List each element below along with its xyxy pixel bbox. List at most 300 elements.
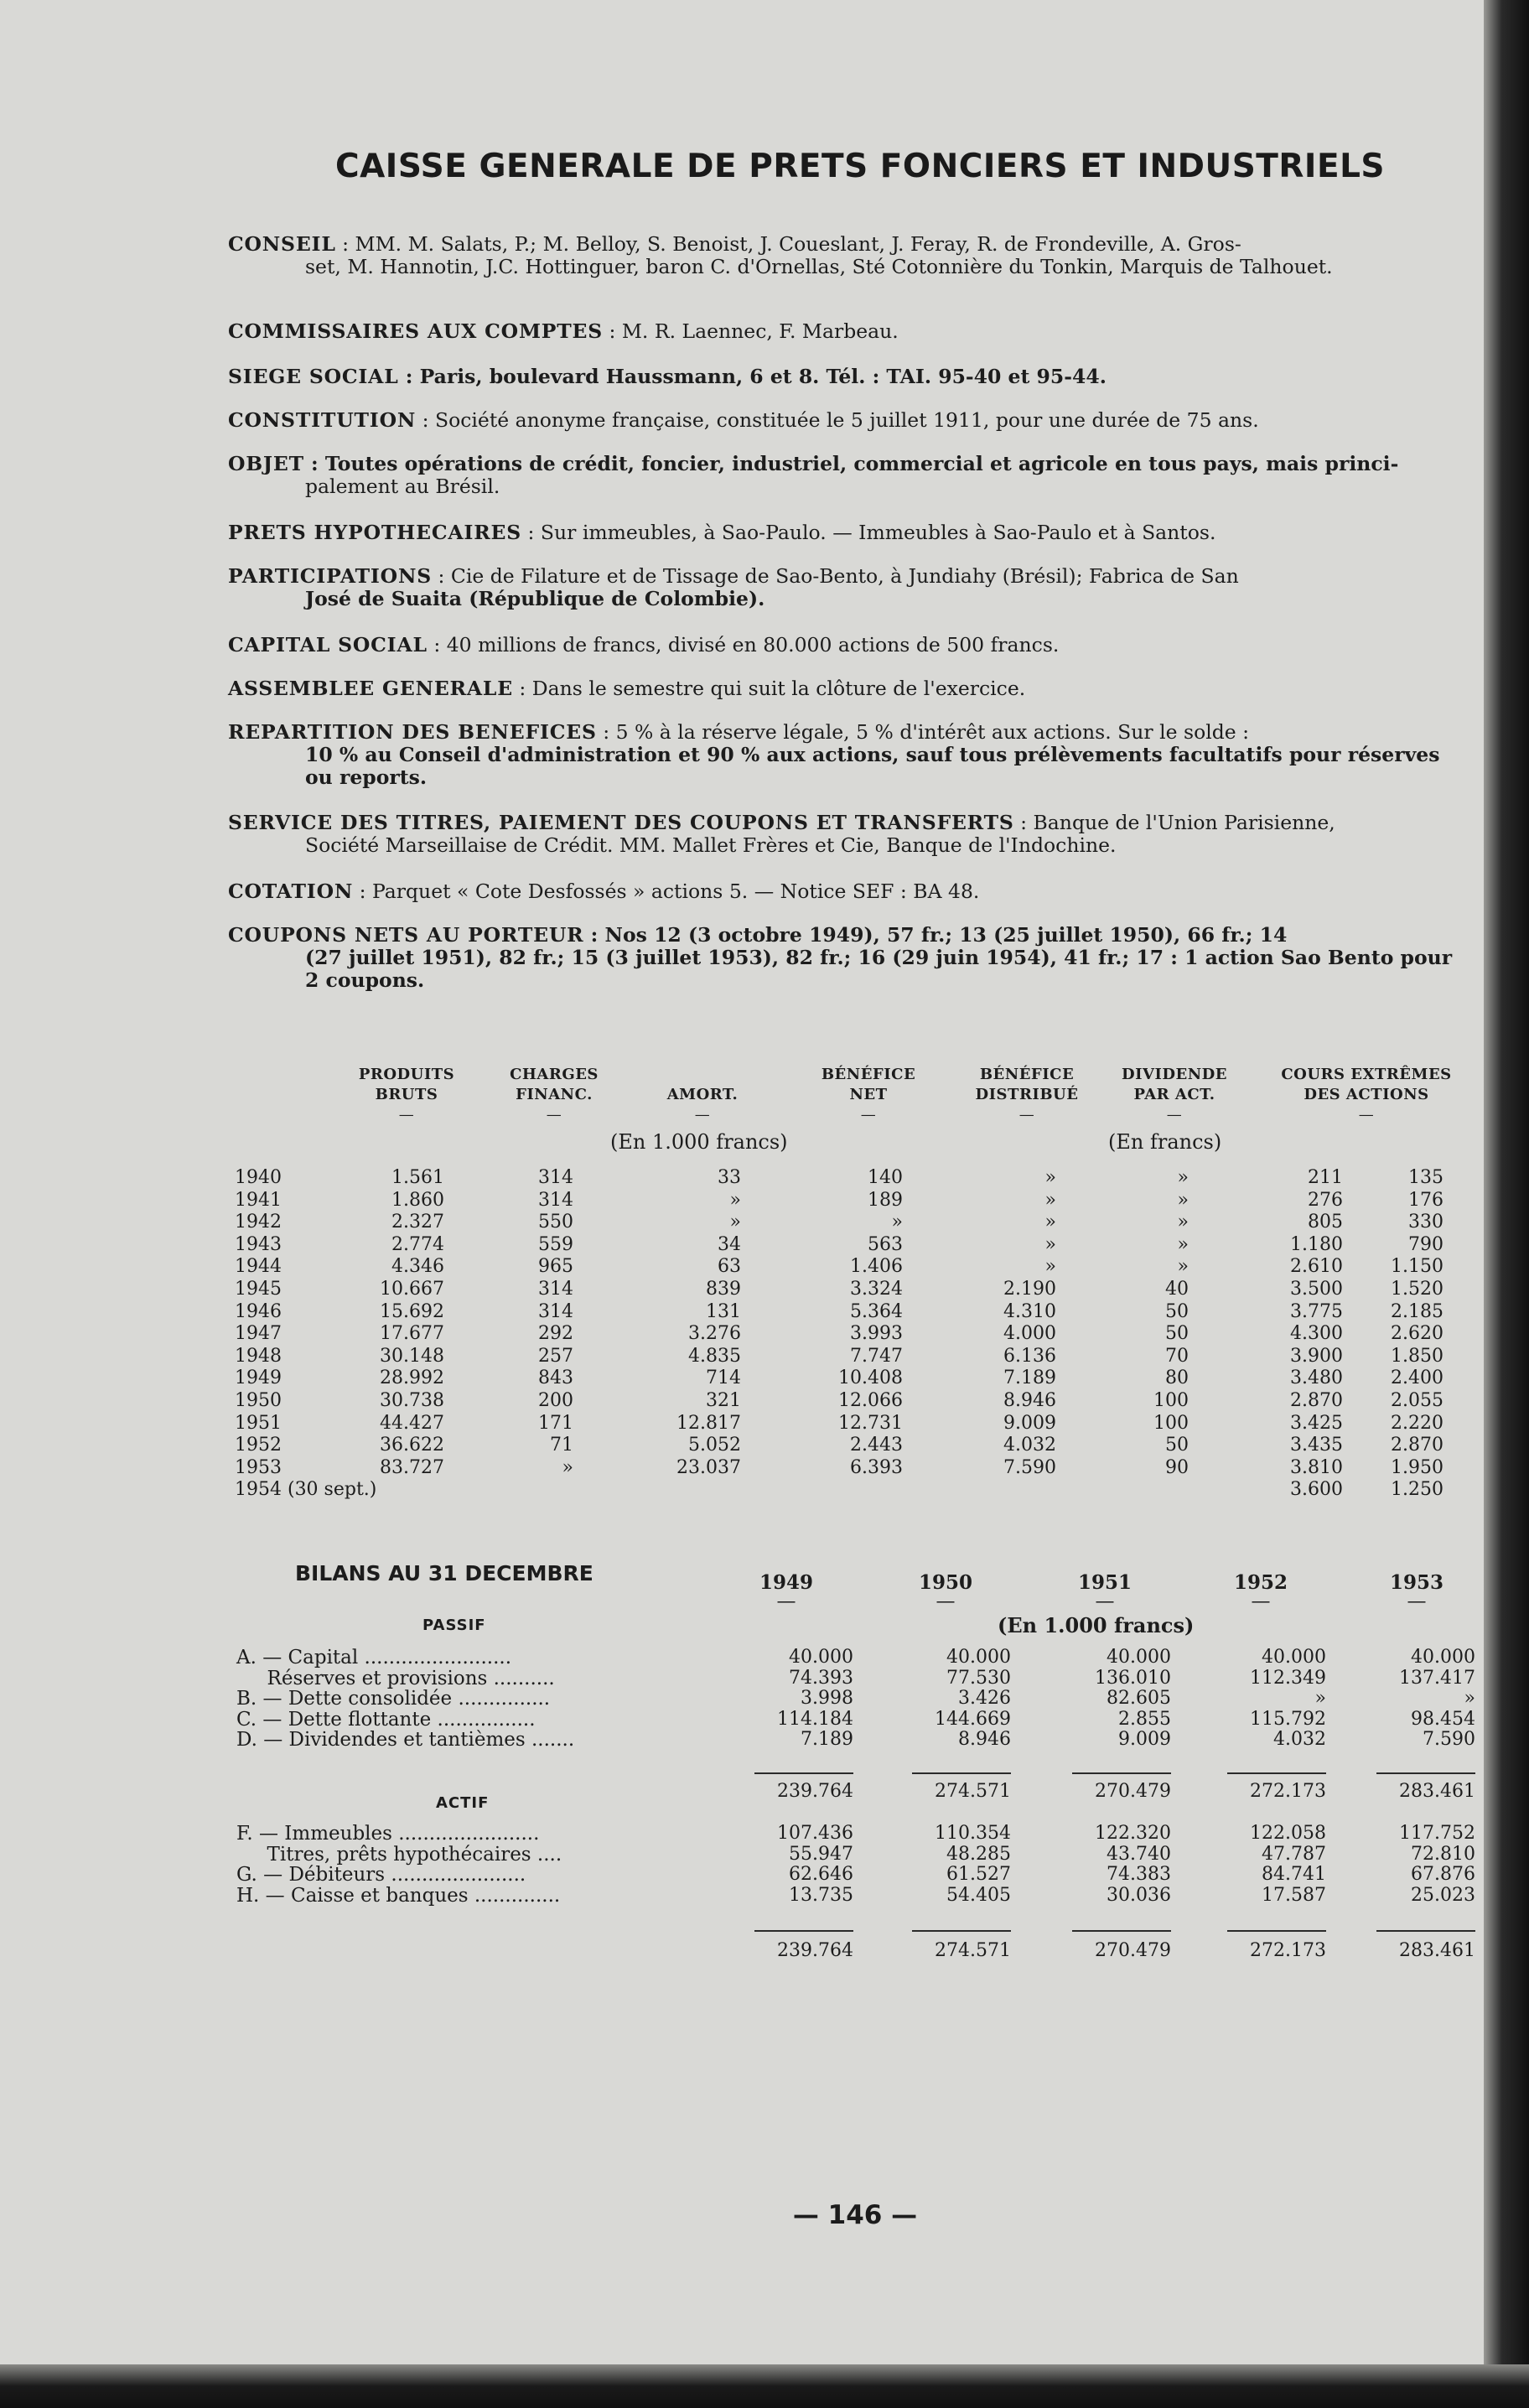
section-continuation: José de Suaita (République de Colombie).	[305, 587, 765, 610]
cell-distribue: 4.310	[1003, 1300, 1056, 1322]
cell-amort: 714	[706, 1367, 741, 1389]
cell-dividende: 50	[1165, 1300, 1189, 1322]
section-continuation: Société Marseillaise de Crédit. MM. Mallet Frères et Cie, Banque de l'Indochine.	[305, 833, 1117, 857]
row-year: 1946	[235, 1300, 282, 1322]
cell-amort: »	[729, 1212, 741, 1233]
row-year: 1951	[235, 1412, 282, 1434]
header-line: FINANC.	[516, 1086, 593, 1103]
cell-dividende: »	[1177, 1212, 1189, 1233]
section-label: CONSEIL	[228, 232, 336, 256]
section-conseil	[228, 233, 1469, 278]
cell-produits: 44.427	[380, 1412, 444, 1434]
passif-total-value: 270.479	[1095, 1781, 1171, 1802]
section-text: : Sur immeubles, à Sao-Paulo. — Immeubles à Sao-Paulo et à Santos.	[521, 521, 1216, 544]
cell-charges: 314	[538, 1279, 573, 1300]
passif-row-value: »	[1464, 1688, 1475, 1709]
header-line: COURS EXTRÊMES	[1281, 1066, 1452, 1083]
cell-produits: 36.622	[380, 1435, 444, 1456]
cell-bas: 790	[1408, 1233, 1443, 1255]
actif-row-value: 30.036	[1107, 1884, 1171, 1906]
row-year: 1947	[235, 1323, 282, 1345]
cell-produits: 4.346	[391, 1256, 444, 1278]
section-label: ASSEMBLEE GENERALE	[228, 677, 513, 700]
section-continuation: set, M. Hannotin, J.C. Hottinguer, baron C. d'Ornellas, Sté Cotonnière du Tonkin, Marquis de Talhouet.	[305, 255, 1333, 278]
section-cotation	[228, 880, 1469, 903]
passif-row-value: 2.855	[1118, 1708, 1171, 1730]
header-benefice-distribue	[964, 1065, 1090, 1125]
passif-row-value: 4.032	[1273, 1729, 1326, 1750]
passif-row-value: 137.417	[1399, 1667, 1475, 1689]
cell-produits: 17.677	[380, 1323, 444, 1345]
cell-bas: 1.950	[1391, 1456, 1443, 1478]
cell-dividende: 90	[1165, 1456, 1189, 1478]
header-benefice-net	[810, 1065, 927, 1125]
actif-row-value: 13.735	[789, 1884, 853, 1906]
row-year: 1941	[235, 1189, 282, 1211]
passif-row-value: 77.530	[946, 1667, 1011, 1689]
cell-distribue: 7.590	[1003, 1456, 1056, 1478]
cell-amort: 131	[706, 1300, 741, 1322]
passif-row-value: 98.454	[1411, 1708, 1475, 1730]
cell-charges: 314	[538, 1300, 573, 1322]
actif-row-value: 67.876	[1411, 1864, 1475, 1885]
cell-produits: 83.727	[380, 1456, 444, 1478]
cell-produits: 30.148	[380, 1345, 444, 1367]
section-text: : MM. M. Salats, P.; M. Belloy, S. Benoist, J. Coueslant, J. Feray, R. de Frondeville, A. Gros-	[335, 232, 1241, 256]
header-produits-bruts	[352, 1065, 461, 1125]
row-year: 1952	[235, 1435, 282, 1456]
actif-row-value: 74.383	[1107, 1864, 1171, 1885]
actif-row-value: 72.810	[1411, 1843, 1475, 1865]
cell-haut: 3.500	[1290, 1279, 1343, 1300]
passif-row-value: »	[1314, 1688, 1326, 1709]
actif-row-value: 61.527	[946, 1864, 1011, 1885]
cell-dividende: »	[1177, 1233, 1189, 1255]
cell-net: »	[891, 1212, 903, 1233]
cell-charges: »	[562, 1456, 573, 1478]
year-dash: —	[776, 1591, 796, 1612]
passif-row-value: 40.000	[946, 1647, 1011, 1668]
section-label: OBJET	[228, 452, 304, 475]
cell-bas: 2.220	[1391, 1412, 1443, 1434]
cell-charges: 843	[538, 1367, 573, 1389]
cell-dividende: 100	[1153, 1412, 1189, 1434]
actif-row-value: 62.646	[789, 1864, 853, 1885]
section-label: CONSTITUTION	[228, 408, 417, 432]
header-line: BÉNÉFICE	[979, 1066, 1075, 1083]
cell-haut: 3.425	[1290, 1412, 1343, 1434]
passif-row-value: 8.946	[958, 1729, 1011, 1750]
header-dash: —	[860, 1106, 877, 1124]
cell-charges: 71	[550, 1435, 573, 1456]
section-continuation: (27 juillet 1951), 82 fr.; 15 (3 juillet 1953), 82 fr.; 16 (29 juin 1954), 41 fr.; 17 : 1 action Sao Bento pour 2 coupons.	[305, 946, 1453, 992]
cell-haut: 3.810	[1290, 1456, 1343, 1478]
year-label: 1952	[1233, 1571, 1288, 1594]
cell-net: 7.747	[850, 1345, 903, 1367]
passif-total-value: 272.173	[1250, 1781, 1326, 1802]
year-label: 1953	[1389, 1571, 1443, 1594]
cell-dividende: 50	[1165, 1435, 1189, 1456]
page-title: CAISSE GENERALE DE PRETS FONCIERS ET INDUSTRIELS	[335, 148, 1386, 185]
cell-dividende: 80	[1165, 1367, 1189, 1389]
cell-dividende: 70	[1165, 1345, 1189, 1367]
cell-amort: 4.835	[688, 1345, 741, 1367]
actif-row-value: 107.436	[777, 1823, 853, 1844]
year-dash: —	[1095, 1591, 1115, 1612]
cell-bas: 1.850	[1391, 1345, 1443, 1367]
actif-row-value: 110.354	[935, 1823, 1011, 1844]
actif-row-label: F. — Immeubles .......................	[236, 1823, 540, 1845]
cell-charges: 171	[538, 1412, 573, 1434]
actif-row-value: 122.058	[1250, 1823, 1326, 1844]
header-line: DISTRIBUÉ	[975, 1086, 1079, 1103]
bilans-year-1952	[1227, 1571, 1294, 1612]
section-text: : Banque de l'Union Parisienne,	[1013, 811, 1335, 834]
cell-net: 10.408	[838, 1367, 903, 1389]
cell-net: 563	[868, 1233, 903, 1255]
passif-row-value: 74.393	[789, 1667, 853, 1689]
section-label: COTATION	[228, 880, 354, 903]
header-dash: —	[1166, 1106, 1183, 1124]
page-bottom-shadow	[0, 2364, 1529, 2408]
actif-row-value: 17.587	[1262, 1884, 1326, 1906]
cell-produits: 2.774	[391, 1233, 444, 1255]
section-text: : Société anonyme française, constituée le 5 juillet 1911, pour une durée de 75 ans.	[416, 408, 1259, 432]
bilans-title: BILANS AU 31 DECEMBRE	[295, 1561, 593, 1585]
cell-bas: 2.400	[1391, 1367, 1443, 1389]
cell-bas: 176	[1408, 1189, 1443, 1211]
cell-haut: 3.775	[1290, 1300, 1343, 1322]
section-text: : Toutes opérations de crédit, foncier, industriel, commercial et agricole en tous pays, mais princi-	[303, 452, 1399, 475]
passif-row-value: 144.669	[935, 1708, 1011, 1730]
section-text: : Parquet « Cote Desfossés » actions 5. — Notice SEF : BA 48.	[353, 880, 980, 903]
cell-charges: 257	[538, 1345, 573, 1367]
section-text: : Nos 12 (3 octobre 1949), 57 fr.; 13 (25 juillet 1950), 66 fr.; 14	[583, 923, 1288, 947]
cell-net: 5.364	[850, 1300, 903, 1322]
cell-haut: 1.180	[1290, 1233, 1343, 1255]
total-rule	[1227, 1930, 1326, 1932]
cell-dividende: 40	[1165, 1279, 1189, 1300]
cell-net: 3.324	[850, 1279, 903, 1300]
header-line: BRUTS	[375, 1086, 438, 1103]
passif-total-value: 283.461	[1399, 1781, 1475, 1802]
year-dash: —	[936, 1591, 956, 1612]
cell-amort: »	[729, 1189, 741, 1211]
header-dash: —	[398, 1106, 415, 1124]
year-dash: —	[1407, 1591, 1427, 1612]
cell-net: 3.993	[850, 1323, 903, 1345]
section-text: : Paris, boulevard Haussmann, 6 et 8. Tél. : TAI. 95-40 et 95-44.	[398, 365, 1107, 388]
header-line: BÉNÉFICE	[821, 1066, 916, 1083]
header-line: DIVIDENDE	[1121, 1066, 1228, 1083]
cell-charges: 314	[538, 1167, 573, 1188]
cell-distribue: 6.136	[1003, 1345, 1056, 1367]
cell-net: 140	[868, 1167, 903, 1188]
header-dash: —	[1018, 1106, 1035, 1124]
passif-total-value: 239.764	[777, 1781, 853, 1802]
section-capital	[228, 634, 1469, 656]
actif-row-value: 122.320	[1095, 1823, 1171, 1844]
total-rule	[912, 1772, 1011, 1774]
cell-amort: 33	[718, 1167, 741, 1188]
cell-dividende: »	[1177, 1256, 1189, 1278]
cell-net: 12.731	[838, 1412, 903, 1434]
cell-net: 12.066	[838, 1390, 903, 1411]
cell-dividende: 100	[1153, 1390, 1189, 1411]
cell-haut: 276	[1308, 1189, 1343, 1211]
row-year: 1943	[235, 1233, 282, 1255]
passif-row-value: 40.000	[1262, 1647, 1326, 1668]
header-dash: —	[546, 1106, 562, 1124]
cell-haut: 3.435	[1290, 1435, 1343, 1456]
cell-distribue: »	[1044, 1256, 1056, 1278]
cell-distribue: »	[1044, 1233, 1056, 1255]
total-rule	[754, 1772, 853, 1774]
section-repartition	[228, 721, 1469, 789]
cell-amort: 321	[706, 1390, 741, 1411]
cell-charges: 550	[538, 1212, 573, 1233]
passif-row-value: 115.792	[1250, 1708, 1326, 1730]
bilans-year-1951	[1071, 1571, 1138, 1612]
cell-produits: 1.860	[391, 1189, 444, 1211]
cell-bas: 1.250	[1391, 1479, 1443, 1501]
cell-produits: 15.692	[380, 1300, 444, 1322]
section-label: COUPONS NETS AU PORTEUR	[228, 923, 584, 947]
unit-label-thousand-francs: (En 1.000 francs)	[610, 1130, 788, 1154]
row-year: 1944	[235, 1256, 282, 1278]
cell-amort: 12.817	[676, 1412, 741, 1434]
page-edge-shadow	[1484, 0, 1529, 2408]
cell-distribue: »	[1044, 1212, 1056, 1233]
passif-row-value: 136.010	[1095, 1667, 1171, 1689]
header-line: DES ACTIONS	[1304, 1086, 1429, 1103]
total-rule	[1072, 1930, 1171, 1932]
cell-haut: 211	[1308, 1167, 1343, 1188]
row-year: 1948	[235, 1345, 282, 1367]
cell-dividende: »	[1177, 1167, 1189, 1188]
actif-row-value: 55.947	[789, 1843, 853, 1865]
section-continuation: 10 % au Conseil d'administration et 90 % aux actions, sauf tous prélèvements facultatifs pour réserves ou reports.	[305, 743, 1440, 789]
row-year: 1942	[235, 1212, 282, 1233]
section-label: PRETS HYPOTHECAIRES	[228, 521, 522, 544]
cell-bas: 2.870	[1391, 1435, 1443, 1456]
header-line: AMORT.	[666, 1086, 739, 1103]
total-rule	[754, 1930, 853, 1932]
section-objet	[228, 453, 1469, 498]
cell-distribue: 4.000	[1003, 1323, 1056, 1345]
actif-total-value: 239.764	[777, 1940, 853, 1961]
cell-bas: 2.185	[1391, 1300, 1443, 1322]
passif-row-value: 7.590	[1423, 1729, 1475, 1750]
section-commissaires	[228, 320, 1469, 343]
cell-distribue: »	[1044, 1189, 1056, 1211]
passif-row-label: D. — Dividendes et tantièmes .......	[236, 1729, 575, 1751]
section-continuation: palement au Brésil.	[305, 475, 500, 498]
cell-bas: 330	[1408, 1212, 1443, 1233]
header-dash: —	[1358, 1106, 1375, 1124]
header-line: PAR ACT.	[1133, 1086, 1215, 1103]
cell-amort: 23.037	[676, 1456, 741, 1478]
total-rule	[1376, 1930, 1475, 1932]
passif-row-label: A. — Capital ........................	[236, 1647, 512, 1668]
passif-row-value: 7.189	[801, 1729, 853, 1750]
bilans-year-1950	[912, 1571, 979, 1612]
section-constitution	[228, 409, 1469, 432]
row-year: 1954 (30 sept.)	[235, 1479, 377, 1501]
header-cours-extremes	[1266, 1065, 1467, 1125]
passif-row-label: Réserves et provisions ..........	[236, 1667, 555, 1689]
section-label: CAPITAL SOCIAL	[228, 633, 428, 656]
total-rule	[1072, 1772, 1171, 1774]
actif-row-value: 48.285	[946, 1843, 1011, 1865]
actif-row-value: 47.787	[1262, 1843, 1326, 1865]
bilans-unit-label: (En 1.000 francs)	[998, 1613, 1195, 1637]
passif-row-label: B. — Dette consolidée ...............	[236, 1688, 551, 1710]
cell-net: 2.443	[850, 1435, 903, 1456]
year-label: 1950	[918, 1571, 972, 1594]
cell-charges: 314	[538, 1189, 573, 1211]
cell-distribue: 7.189	[1003, 1367, 1056, 1389]
cell-haut: 3.480	[1290, 1367, 1343, 1389]
actif-row-value: 84.741	[1262, 1864, 1326, 1885]
section-coupons	[228, 924, 1469, 992]
section-label: SIEGE SOCIAL	[228, 365, 399, 388]
passif-row-value: 82.605	[1107, 1688, 1171, 1709]
row-year: 1949	[235, 1367, 282, 1389]
cell-bas: 1.150	[1391, 1256, 1443, 1278]
total-rule	[912, 1930, 1011, 1932]
section-participations	[228, 565, 1469, 610]
cell-haut: 2.610	[1290, 1256, 1343, 1278]
cell-produits: 10.667	[380, 1279, 444, 1300]
cell-haut: 4.300	[1290, 1323, 1343, 1345]
cell-charges: 965	[538, 1256, 573, 1278]
cell-amort: 5.052	[688, 1435, 741, 1456]
section-assemblee	[228, 677, 1469, 700]
section-label: PARTICIPATIONS	[228, 564, 432, 588]
header-line: PRODUITS	[358, 1066, 455, 1083]
cell-amort: 63	[718, 1256, 741, 1278]
passif-row-label: C. — Dette flottante ................	[236, 1708, 536, 1731]
header-line: CHARGES	[510, 1066, 599, 1083]
bilans-year-1953	[1383, 1571, 1450, 1612]
cell-distribue: 8.946	[1003, 1390, 1056, 1411]
section-text: : 5 % à la réserve légale, 5 % d'intérêt aux actions. Sur le solde :	[596, 720, 1250, 744]
header-charges-financ	[500, 1065, 609, 1125]
row-year: 1940	[235, 1167, 282, 1188]
row-year: 1945	[235, 1279, 282, 1300]
cell-distribue: »	[1044, 1167, 1056, 1188]
section-text: : M. R. Laennec, F. Marbeau.	[603, 319, 899, 343]
row-year: 1953	[235, 1456, 282, 1478]
section-text: : Dans le semestre qui suit la clôture de l'exercice.	[512, 677, 1026, 700]
cell-amort: 34	[718, 1233, 741, 1255]
page-number: — 146 —	[792, 2200, 918, 2230]
actif-row-label: Titres, prêts hypothécaires ....	[236, 1843, 562, 1866]
actif-total-value: 274.571	[935, 1940, 1011, 1961]
cell-net: 189	[868, 1189, 903, 1211]
header-dash: —	[694, 1106, 711, 1124]
cell-produits: 28.992	[380, 1367, 444, 1389]
actif-total-value: 283.461	[1399, 1940, 1475, 1961]
passif-row-value: 3.998	[801, 1688, 853, 1709]
section-service	[228, 812, 1469, 857]
bilans-year-1949	[753, 1571, 820, 1612]
cell-produits: 1.561	[391, 1167, 444, 1188]
section-prets	[228, 522, 1469, 544]
actif-row-value: 117.752	[1399, 1823, 1475, 1844]
passif-total-value: 274.571	[935, 1781, 1011, 1802]
cell-bas: 135	[1408, 1167, 1443, 1188]
actif-total-value: 272.173	[1250, 1940, 1326, 1961]
passif-row-value: 40.000	[789, 1647, 853, 1668]
header-amort	[652, 1085, 753, 1125]
actif-row-value: 54.405	[946, 1884, 1011, 1906]
cell-produits: 2.327	[391, 1212, 444, 1233]
cell-bas: 1.520	[1391, 1279, 1443, 1300]
actif-row-value: 43.740	[1107, 1843, 1171, 1865]
cell-distribue: 9.009	[1003, 1412, 1056, 1434]
section-text: : Cie de Filature et de Tissage de Sao-Bento, à Jundiahy (Brésil); Fabrica de San	[432, 564, 1239, 588]
passif-row-value: 40.000	[1107, 1647, 1171, 1668]
cell-dividende: 50	[1165, 1323, 1189, 1345]
actif-row-value: 25.023	[1411, 1884, 1475, 1906]
cell-bas: 2.620	[1391, 1323, 1443, 1345]
actif-total-value: 270.479	[1095, 1940, 1171, 1961]
row-year: 1950	[235, 1390, 282, 1411]
cell-net: 1.406	[850, 1256, 903, 1278]
unit-label-francs: (En francs)	[1108, 1130, 1222, 1154]
cell-distribue: 2.190	[1003, 1279, 1056, 1300]
passif-row-value: 114.184	[777, 1708, 853, 1730]
cell-produits: 30.738	[380, 1390, 444, 1411]
cell-haut: 3.600	[1290, 1479, 1343, 1501]
header-dividende	[1112, 1065, 1237, 1125]
cell-amort: 3.276	[688, 1323, 741, 1345]
cell-charges: 292	[538, 1323, 573, 1345]
passif-row-value: 40.000	[1411, 1647, 1475, 1668]
section-label: COMMISSAIRES AUX COMPTES	[228, 319, 604, 343]
total-rule	[1227, 1772, 1326, 1774]
cell-dividende: »	[1177, 1189, 1189, 1211]
passif-row-value: 112.349	[1250, 1667, 1326, 1689]
cell-bas: 2.055	[1391, 1390, 1443, 1411]
header-line: NET	[849, 1086, 888, 1103]
passif-label: PASSIF	[422, 1617, 486, 1634]
cell-charges: 559	[538, 1233, 573, 1255]
cell-haut: 3.900	[1290, 1345, 1343, 1367]
actif-row-label: G. — Débiteurs ......................	[236, 1864, 526, 1886]
section-siege	[228, 366, 1469, 388]
total-rule	[1376, 1772, 1475, 1774]
year-label: 1951	[1077, 1571, 1132, 1594]
section-label: SERVICE DES TITRES, PAIEMENT DES COUPONS ET TRANSFERTS	[228, 811, 1014, 834]
section-text: : 40 millions de francs, divisé en 80.000 actions de 500 francs.	[427, 633, 1060, 656]
year-dash: —	[1251, 1591, 1271, 1612]
cell-charges: 200	[538, 1390, 573, 1411]
passif-row-value: 9.009	[1118, 1729, 1171, 1750]
actif-row-label: H. — Caisse et banques ..............	[236, 1884, 561, 1907]
cell-haut: 2.870	[1290, 1390, 1343, 1411]
section-label: REPARTITION DES BENEFICES	[228, 720, 597, 744]
year-label: 1949	[759, 1571, 813, 1594]
passif-row-value: 3.426	[958, 1688, 1011, 1709]
cell-net: 6.393	[850, 1456, 903, 1478]
cell-amort: 839	[706, 1279, 741, 1300]
cell-haut: 805	[1308, 1212, 1343, 1233]
cell-distribue: 4.032	[1003, 1435, 1056, 1456]
actif-label: ACTIF	[436, 1794, 490, 1812]
